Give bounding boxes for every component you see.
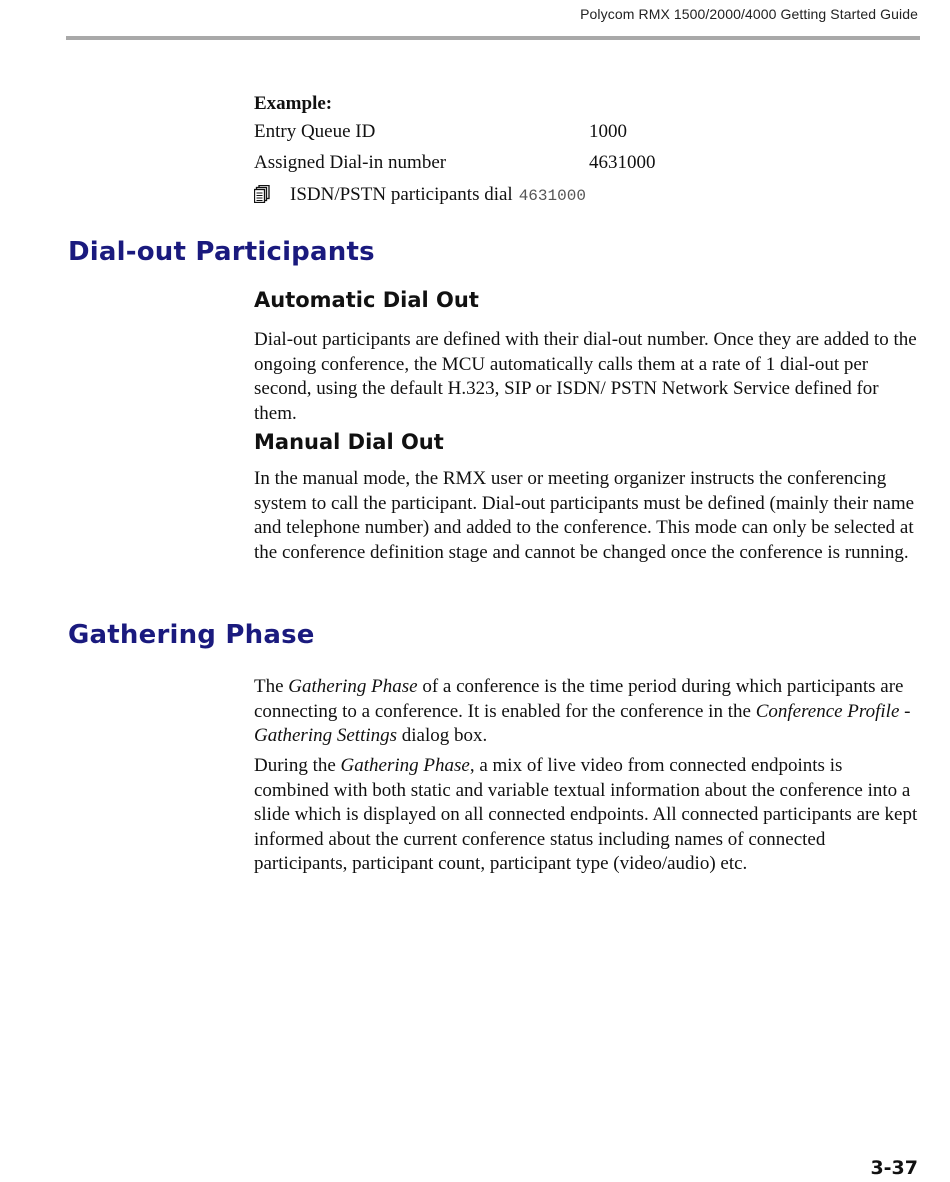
- text-run: During the: [254, 755, 341, 776]
- subheading-automatic-dial-out: Automatic Dial Out: [254, 288, 479, 312]
- note-pages-icon: [254, 185, 270, 203]
- example-row-key: Assigned Dial-in number: [254, 152, 447, 173]
- page-number: 3-37: [870, 1157, 918, 1179]
- text-run: The: [254, 676, 289, 697]
- example-label: Example:: [254, 93, 333, 114]
- section-heading-dial-out: Dial-out Participants: [68, 237, 375, 267]
- example-row-key: Entry Queue ID: [254, 121, 376, 142]
- paragraph-text: In the manual mode, the RMX user or meeting organizer instructs the conferencing system to call the participant. Dial-out participants must be defined (mainly their name and telephone number) and added to the conference. This mode can only be selected at the conference definition stage and cannot be changed once the conference is running.: [254, 468, 915, 563]
- gathering-paragraph-2: [254, 754, 922, 877]
- paragraph-text: [254, 675, 922, 749]
- automatic-dial-out-paragraph: [254, 328, 922, 426]
- section-heading-gathering-phase: Gathering Phase: [68, 620, 315, 650]
- example-note-text: ISDN/PSTN participants dial: [290, 184, 513, 205]
- example-note-number: 4631000: [518, 187, 586, 205]
- text-run: dialog box.: [397, 725, 488, 746]
- italic-term: Conference Profile - Gathering Settings: [254, 700, 911, 746]
- running-header-title: Polycom RMX 1500/2000/4000 Getting Started Guide: [580, 6, 918, 22]
- italic-term: Gathering Phase: [288, 676, 418, 697]
- paragraph-text: Dial-out participants are defined with their dial-out number. Once they are added to the ongoing conference, the MCU automatically calls them at a rate of 1 dial-out per second, using the default H.323, SIP or ISDN/ PSTN Network Service defined for them.: [254, 329, 917, 424]
- paragraph-text: [254, 754, 922, 877]
- example-row-value: 1000: [589, 121, 627, 142]
- manual-dial-out-paragraph: [254, 467, 922, 565]
- subheading-manual-dial-out: Manual Dial Out: [254, 430, 444, 454]
- text-run: of a conference is the time period during which participants are connecting to a conference. It is enabled for the conference in the: [254, 676, 904, 722]
- example-row-value: 4631000: [589, 152, 656, 173]
- example-note: [254, 182, 586, 208]
- header-rule: [66, 36, 920, 40]
- italic-term: Gathering Phase: [340, 755, 470, 776]
- gathering-paragraph-1: [254, 675, 922, 749]
- text-run: , a mix of live video from connected endpoints is combined with both static and variable textual information about the conference into a slide which is displayed on all connected endpoints. All connected participants are kept informed about the current conference status including names of connected participants, participant count, participant type (video/audio) etc.: [254, 755, 918, 874]
